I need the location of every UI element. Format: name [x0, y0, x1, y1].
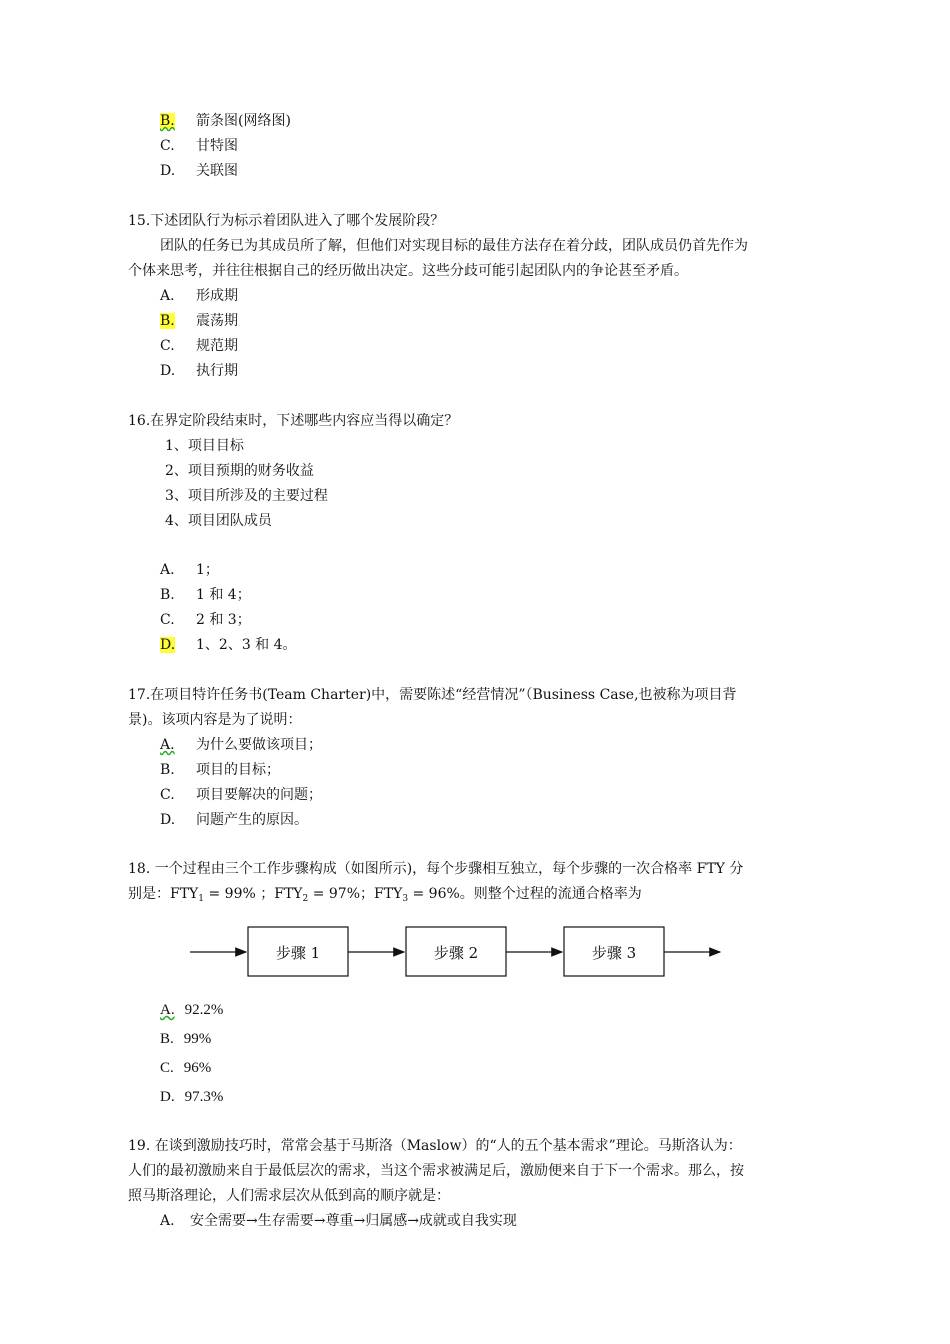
q16-option-a: A. 1；: [160, 562, 219, 578]
q15-paragraph-line-2: 个体来思考，并往往根据自己的经历做出决定。这些分歧可能引起团队内的争论甚至矛盾。: [128, 263, 688, 279]
answer-highlight: B.: [160, 113, 175, 129]
answer-highlight: B.: [160, 313, 175, 329]
q19-stem-line-1: 19. 在谈到激励技巧时，常常会基于马斯洛（Maslow）的“人的五个基本需求”理论。马斯洛认为：: [128, 1138, 742, 1154]
q19-stem-line-3: 照马斯洛理论，人们需求层次从低到高的顺序就是：: [128, 1188, 450, 1204]
answer-underline: A.: [160, 737, 175, 753]
q16-option-d: D. 1、2、3 和 4。: [160, 637, 297, 653]
q17-stem-line-1: 17.在项目特许任务书(Team Charter)中，需要陈述“经营情况”（Business Case,也被称为项目背: [128, 687, 737, 703]
q16-option-b: B. 1 和 4；: [160, 587, 251, 603]
q19-stem-line-2: 人们的最初激励来自于最低层次的需求，当这个需求被满足后，激励便来自于下一个需求。那么，按: [128, 1163, 744, 1179]
q16-item-3: 3、项目所涉及的主要过程: [165, 488, 328, 504]
q15-option-a: A. 形成期: [160, 288, 238, 304]
q15-option-d: D. 执行期: [160, 363, 238, 379]
q17-stem-line-2: 景)。该项内容是为了说明：: [128, 712, 302, 728]
step-label-3: 步骤 3: [591, 944, 637, 962]
q16-item-1: 1、项目目标: [165, 438, 244, 454]
answer-highlight: D.: [160, 637, 176, 653]
q18-option-a: A. 92.2%: [160, 1002, 224, 1018]
q16-stem: 16.在界定阶段结束时，下述哪些内容应当得以确定？: [128, 413, 459, 429]
q16-item-2: 2、项目预期的财务收益: [165, 463, 314, 479]
q18-option-d: D. 97.3%: [160, 1089, 224, 1105]
q15-paragraph-line-1: 团队的任务已为其成员所了解，但他们对实现目标的最佳方法存在着分歧，团队成员仍首先作为: [160, 238, 748, 254]
q17-option-c: C. 项目要解决的问题；: [160, 787, 322, 803]
q18-stem-line-2: 别是：$FTY_1 = 99\%$ ；$FTY_2 = 97\%$；$FTY_3 = 96\%$。则整个过程的流通合格率为: [128, 886, 642, 904]
step-label-1: 步骤 1: [275, 944, 321, 962]
q16-item-4: 4、项目团队成员: [165, 513, 272, 529]
step-label-2: 步骤 2: [433, 944, 479, 962]
q17-option-b: B. 项目的目标；: [160, 762, 280, 778]
process-flow-diagram: [188, 924, 728, 980]
q14-option-b: B. 箭条图(网络图): [160, 113, 291, 129]
q18-stem-line-1: 18. 一个过程由三个工作步骤构成（如图所示)，每个步骤相互独立，每个步骤的一次合格率 FTY 分: [128, 861, 744, 877]
answer-underline: A.: [160, 1002, 175, 1018]
q16-option-c: C. 2 和 3；: [160, 612, 251, 628]
q15-option-b: B. 震荡期: [160, 313, 238, 329]
q14-option-d: D. 关联图: [160, 163, 238, 179]
q15-option-c: C. 规范期: [160, 338, 238, 354]
q17-option-d: D. 问题产生的原因。: [160, 812, 308, 828]
q19-option-a: A. 安全需要→生存需要→尊重→归属感→成就或自我实现: [160, 1213, 517, 1229]
q17-option-a: A. 为什么要做该项目；: [160, 737, 322, 753]
q18-option-b: B. 99%: [160, 1031, 212, 1047]
q15-stem: 15.下述团队行为标示着团队进入了哪个发展阶段？: [128, 213, 445, 229]
q18-option-c: C. 96%: [160, 1060, 212, 1076]
q14-option-c: C. 甘特图: [160, 138, 238, 154]
